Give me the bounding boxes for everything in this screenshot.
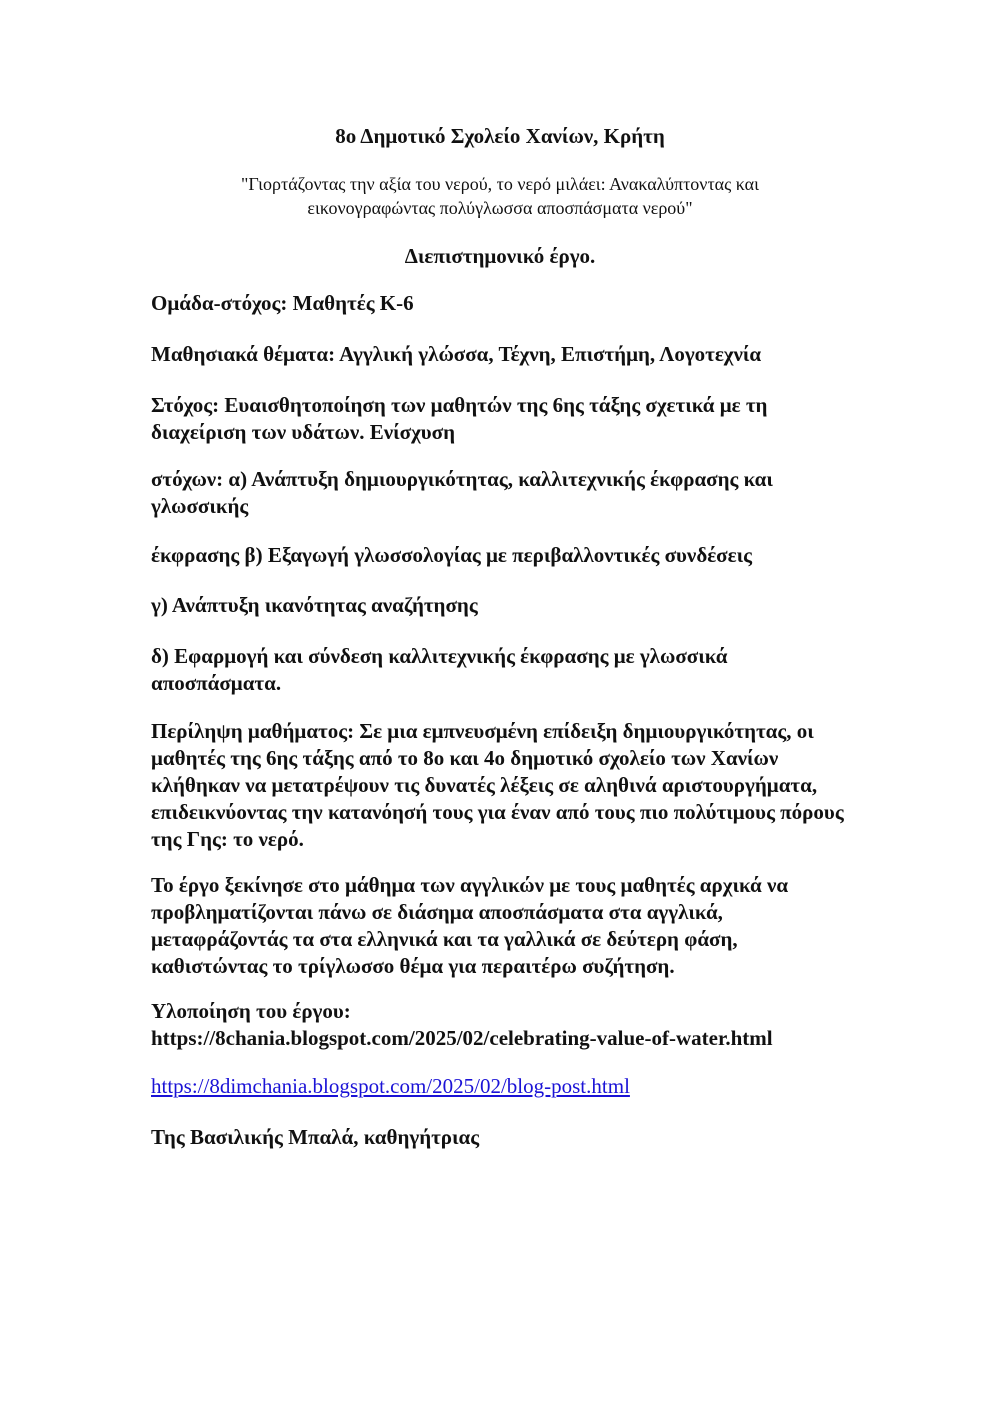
goal-paragraph: Στόχος: Ευαισθητοποίηση των μαθητών της 6ης τάξης σχετικά με τη διαχείριση των υδάτων. Ενίσχυση bbox=[151, 393, 768, 444]
implementation-paragraph bbox=[151, 998, 851, 1052]
subtitle-line-2: εικονογραφώντας πολύγλωσσα αποσπάσματα νερού" bbox=[307, 198, 693, 218]
author-paragraph: Της Βασιλικής Μπαλά, καθηγήτριας bbox=[151, 1125, 480, 1149]
project-subtitle bbox=[150, 172, 850, 220]
objectives-c-paragraph: γ) Ανάπτυξη ικανότητας αναζήτησης bbox=[151, 593, 478, 617]
project-start-paragraph: Το έργο ξεκίνησε στο μάθημα των αγγλικών με τους μαθητές αρχικά να προβληματίζονται πάνω σε διάσημα αποσπάσματα στα αγγλικά, μεταφράζοντάς τα στα ελληνικά και τα γαλλικά σε δεύτερη φάση, καθιστώντας το τρίγλωσσο θέμα για περαιτέρω συζήτηση. bbox=[151, 873, 789, 978]
objectives-a-paragraph: στόχων: α) Ανάπτυξη δημιουργικότητας, καλλιτεχνικής έκφρασης και γλωσσικής bbox=[151, 467, 773, 518]
summary-paragraph: Περίληψη μαθήματος: Σε μια εμπνευσμένη επίδειξη δημιουργικότητας, οι μαθητές της 6ης τάξης από το 8ο και 4ο δημοτικό σχολείο των Χανίων κλήθηκαν να μετατρέψουν τις δυνατές λέξεις σε αληθινά αριστουργήματα, επιδεικνύοντας την κατανόησή τους για έναν από τους πιο πολύτιμους πόρους της Γης: το νερό. bbox=[151, 719, 844, 851]
blog-post-link[interactable]: https://8dimchania.blogspot.com/2025/02/blog-post.html bbox=[151, 1074, 630, 1098]
subtitle-line-1: "Γιορτάζοντας την αξία του νερού, το νερό μιλάει: Ανακαλύπτοντας και bbox=[241, 174, 759, 194]
objectives-b-paragraph: έκφρασης β) Εξαγωγή γλωσσολογίας με περιβαλλοντικές συνδέσεις bbox=[151, 543, 752, 567]
target-group-paragraph: Ομάδα-στόχος: Μαθητές Κ-6 bbox=[151, 291, 414, 315]
project-type-heading: Διεπιστημονικό έργο. bbox=[404, 244, 596, 268]
objectives-d-paragraph: δ) Εφαρμογή και σύνδεση καλλιτεχνικής έκφρασης με γλωσσικά αποσπάσματα. bbox=[151, 644, 728, 695]
school-title: 8ο Δημοτικό Σχολείο Χανίων, Κρήτη bbox=[335, 124, 665, 148]
subjects-paragraph: Μαθησιακά θέματα: Αγγλική γλώσσα, Τέχνη, Επιστήμη, Λογοτεχνία bbox=[151, 342, 762, 366]
implementation-label: Υλοποίηση του έργου: bbox=[151, 999, 351, 1023]
implementation-url: https://8chania.blogspot.com/2025/02/celebrating-value-of-water.html bbox=[151, 1026, 773, 1050]
